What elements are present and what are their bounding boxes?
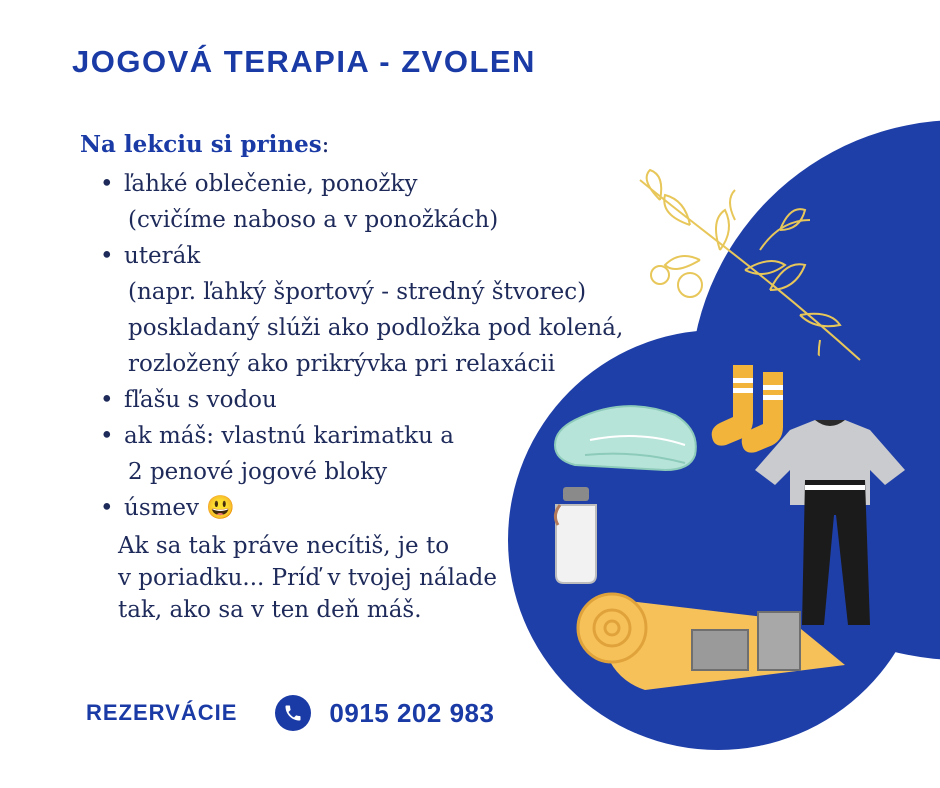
item-line: (cvičíme naboso a v ponožkách) (128, 207, 499, 233)
item-line: uterák (124, 243, 201, 269)
phone-icon[interactable] (275, 695, 311, 731)
list-item (100, 490, 623, 526)
page-title: JOGOVÁ TERAPIA - ZVOLEN (72, 44, 536, 79)
item-line: rozložený ako prikrývka pri relaxácii (128, 351, 556, 377)
item-line: fľašu s vodou (124, 387, 277, 413)
phone-number[interactable]: 0915 202 983 (329, 697, 495, 728)
list-item (100, 418, 623, 490)
intro-bold: Na lekciu si prines (80, 131, 322, 158)
reservation-label: REZERVÁCIE (86, 700, 238, 725)
closing-line: v poriadku... Príď v tvojej nálade (118, 565, 498, 591)
closing-line: Ak sa tak práve necítiš, je to (118, 533, 450, 559)
closing-line: tak, ako sa v ten deň máš. (118, 597, 422, 623)
intro-line (80, 131, 329, 158)
list-item (100, 166, 623, 238)
items-list (100, 166, 623, 526)
item-line: ľahké oblečenie, ponožky (124, 171, 418, 197)
item-line: úsmev 😃 (124, 495, 235, 521)
intro-colon: : (321, 132, 330, 158)
item-line: (napr. ľahký športový - stredný štvorec) (128, 279, 587, 305)
item-line: 2 penové jogové bloky (128, 459, 388, 485)
list-item (100, 382, 623, 418)
list-item (100, 238, 623, 382)
item-line: ak máš: vlastnú karimatku a (124, 423, 454, 449)
closing-text (118, 530, 497, 626)
footer (86, 695, 494, 731)
item-line: poskladaný slúži ako podložka pod kolená, (128, 315, 624, 341)
